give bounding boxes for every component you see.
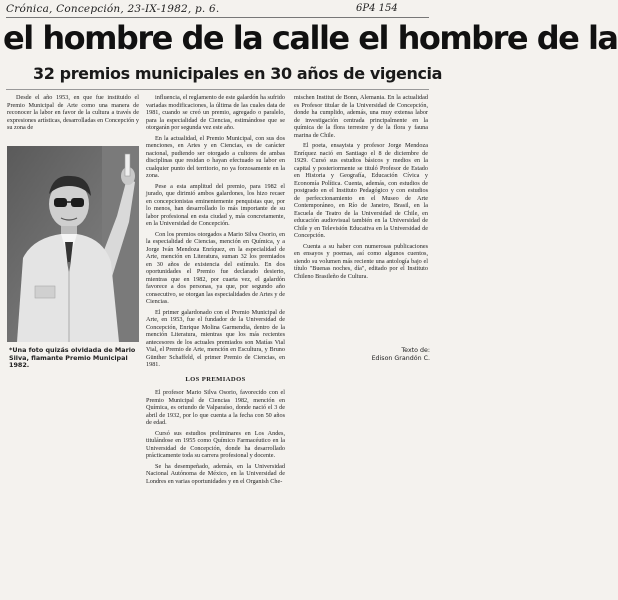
article-column-2 bbox=[146, 94, 285, 485]
paragraph: Se ha desempeñado, además, en la Universidad Nacional Autónoma de México, en la Universidad de Londres en varias oportunidades y en el Organish Che- bbox=[146, 462, 285, 485]
top-rule bbox=[6, 17, 429, 18]
paragraph: El primer galardonado con el Premio Municipal de Arte, en 1953, fue el fundador de la Universidad de Concepción, Enrique Molina Garmendia, dentro de la mención Literatura, mientras que los más recientes antecesores de los actuales premiados son Matías Vial Vial, el Premio de Arte, mención en Escultura, y Bruno Günther Schaffeld, el primer Premio de Ciencias, en 1981. bbox=[146, 308, 285, 368]
paragraph: Pese a esta amplitud del premio, para 1982 el jurado, que dirimió ambos galardones, los hizo recaer en concepcionistas eminentemente penquistas que, por lo menos, han desarrollado lo más importante de su labor profesional en esta ciudad y, más concretamente, en la Universidad de Concepción. bbox=[146, 182, 285, 227]
paragraph: Con los premios otorgados a Mario Silva Osorio, en la especialidad de Ciencias, mención en Química, y a Jorge Iván Mendoza Enríquez, en la especialidad de Arte, mención en Literatura, suman 32 los premiados en 30 años de existencia del estímulo. En dos oportunidades el Premio fue declarado desierto, mientras que en 1982, por cuarta vez, el galardón favorece a dos personas, ya que, por segundo año consecutivo, se otorgan las especialidades de Artes y de Ciencias. bbox=[146, 230, 285, 305]
paragraph: influencia, el reglamento de este galardón ha sufrido variadas modificaciones, la última de las cuales data de 1981, cuando se creó un premio, agregado o paralelo, para la especialidad de Ciencias, estimándose que se otorgarán por segunda vez este año. bbox=[146, 94, 285, 131]
credit-label: Texto de: bbox=[401, 347, 430, 354]
headline: el hombre de la calle el hombre de la bbox=[3, 19, 618, 57]
paragraph: El profesor Mario Silva Osorio, favorecido con el Premio Municipal de Ciencias 1982, mención en Química, es oriundo de Valparaíso, donde nació el 3 de abril de 1932, por lo que cuenta a la fecha con 50 años de edad. bbox=[146, 389, 285, 426]
paragraph: En la actualidad, el Premio Municipal, con sus dos menciones, en Artes y en Ciencias, es de carácter nacional, pudiendo ser otorgado a cultores de ambas disciplinas que residan o hayan efectuado su labor en cualquier punto del territorio, no ya forzosamente en la zona. bbox=[146, 134, 285, 179]
paragraph: Cuenta a su haber con numerosas publicaciones en ensayos y poemas, así como algunos cuentos, siendo su volumen más reciente una antología bajo el título "Buenas noches, día", editado por el Instituto Chileno Brasileño de Cultura. bbox=[294, 242, 428, 280]
subheadline: 32 premios municipales en 30 años de vigencia bbox=[33, 64, 443, 83]
paragraph: El poeta, ensayista y profesor Jorge Mendoza Enríquez nació en Santiago el 8 de diciembre de 1929. Cursó sus estudios básicos y medios en la capital y posteriormente se tituló Profesor de Estado en Historia y Geografía, Educación Cívica y Economía Política. Cuenta, además, con estudios de postgrado en el Instituto Pedagógico y con estudios de perfeccionamiento en el Museo de Arte Contemporáneo, en Río de Janeiro, Brasil, en la Escuela de Teatro de la Universidad de Chile, en educación audiovisual también en la Universidad de Chile y en Televisión Educativa en la Universidad de Concepción. bbox=[294, 142, 428, 239]
paragraph: mischen Institut de Bonn, Alemania. En la actualidad es Profesor titular de la Universidad de Concepción, donde ha cumplido, además, una muy extensa labor de investigación centrada principalmente en la química de la flora terrestre y de la flora y fauna marina de Chile. bbox=[294, 94, 428, 139]
paragraph: Cursó sus estudios preliminares en Los Andes, titulándose en 1955 como Químico Farmacéutico en la Universidad de Concepción, donde ha desarrollado prácticamente toda su carrera profesional y docente. bbox=[146, 429, 285, 459]
photo-caption: *Una foto quizás olvidada de Mario Silva, flamante Premio Municipal 1982. bbox=[9, 346, 136, 370]
clipping-catalog-code: 6P4 154 bbox=[356, 3, 398, 14]
paragraph: Desde el año 1953, en que fue instituido el Premio Municipal de Arte como una manera de reconocer la labor en favor de la cultura a través de expresiones artísticas, desarrolladas en Concepción y su zona de bbox=[7, 94, 139, 131]
portrait-illustration bbox=[7, 146, 139, 342]
credit-author: Edison Grandón C. bbox=[371, 354, 430, 362]
article-column-3 bbox=[294, 94, 428, 280]
section-heading: LOS PREMIADOS bbox=[185, 375, 246, 383]
subheadline-rule bbox=[6, 89, 429, 90]
article-column-1 bbox=[7, 94, 139, 132]
portrait-photo bbox=[7, 146, 139, 342]
clipping-source-note: Crónica, Concepción, 23-IX-1982, p. 6. bbox=[6, 3, 220, 15]
author-credit bbox=[352, 347, 430, 362]
